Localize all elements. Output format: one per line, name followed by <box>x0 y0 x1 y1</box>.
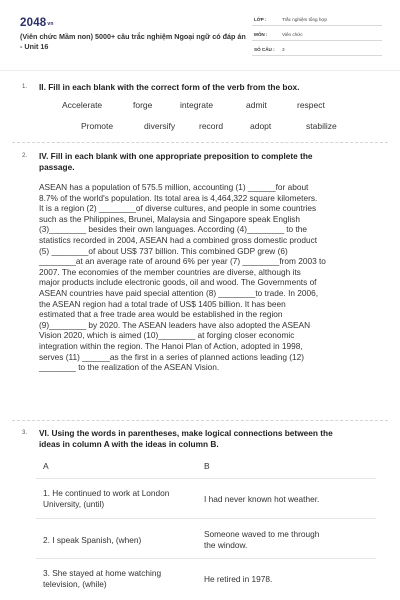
passage-line: ________ to the realization of the ASEAN Vision. <box>39 362 220 373</box>
cell-line: 3. She stayed at home watching <box>43 568 162 578</box>
question-number: 1. <box>22 84 28 90</box>
meta-value-subject: Viên chức <box>282 32 303 37</box>
word-box-item: admit <box>246 100 267 110</box>
table-cell-b <box>204 494 319 505</box>
header-divider <box>0 70 400 71</box>
word-box-item: stabilize <box>306 121 337 131</box>
passage-line: (9)________ by 2020. The ASEAN leaders have also adopted the ASEAN <box>39 319 311 330</box>
table-divider <box>36 518 376 519</box>
passage-line: ________at an average rate of around 6% per year (7) ________from 2003 to <box>39 256 326 267</box>
table-cell-b <box>204 529 319 551</box>
passage-line: serves (11) ______as the first in a series of planned actions leading (12) <box>39 351 305 362</box>
passage-line: 8.7% of the world's population. Its total area is 4,464,322 square kilometers. <box>39 192 318 203</box>
passage-line: It is a region (2) ________of diverse cultures, and people in some countries <box>39 203 317 214</box>
meta-label-class: LỚP : <box>254 17 267 22</box>
passage-line: statistics recorded in 2004, ASEAN had a combined gross domestic product <box>39 234 318 245</box>
meta-divider <box>252 55 382 56</box>
word-box-item: integrate <box>180 100 214 110</box>
document-title: (Viên chức Mầm non) 5000+ câu trắc nghiệm Ngoại ngữ có đáp án - Unit 16 <box>20 32 246 51</box>
passage <box>39 182 391 373</box>
column-a-header: A <box>43 461 49 471</box>
question-number: 2. <box>22 153 28 159</box>
question-title-line: passage. <box>39 162 75 172</box>
meta-divider <box>252 25 382 26</box>
page-header <box>0 0 400 62</box>
passage-line: (3)________ besides their own languages. According (4)________ to the <box>39 224 307 235</box>
question-number: 3. <box>22 430 28 436</box>
meta-label-subject: MÔN : <box>254 32 268 37</box>
passage-line: ASEAN has a population of 575.5 million, accounting (1) ______for about <box>39 182 309 192</box>
meta-value-class: Trắc nghiệm tổng hợp <box>282 17 327 22</box>
word-box-item: Promote <box>81 121 114 131</box>
question-title-line: VI. Using the words in parentheses, make logical connections between the <box>39 428 333 438</box>
passage-line: major products include electronic goods, oil and wood. The Governments of <box>39 277 317 288</box>
passage-line: the ASEAN region had a total trade of US$ 1405 billion. It has been <box>39 298 286 309</box>
word-box-item: record <box>199 121 224 131</box>
cell-line: 2. I speak Spanish, (when) <box>43 535 142 545</box>
question-title-line: ideas in column A with the ideas in column B. <box>39 439 219 449</box>
passage-line: ASEAN countries have paid special attention (8) ________to trade. In 2006, <box>39 287 319 298</box>
table-divider <box>36 478 376 479</box>
table-cell-a <box>43 568 161 590</box>
question-title: II. Fill in each blank with the correct form of the verb from the box. <box>39 82 300 92</box>
question-title-line: IV. Fill in each blank with one appropriate preposition to complete the <box>39 151 313 161</box>
passage-line: such as the Philippines, Brunei, Malaysia and Singapore speak English <box>39 213 301 224</box>
table-cell-b <box>204 574 272 585</box>
table-cell-a <box>43 488 169 510</box>
cell-line: television, (while) <box>43 579 107 589</box>
logo-suffix: vn <box>47 21 54 27</box>
passage-line: Vision 2020, which is aimed (10)________ at forging closer economic <box>39 330 295 341</box>
table-divider <box>36 558 376 559</box>
meta-label-count: SỐ CÂU : <box>254 47 275 52</box>
section-divider <box>12 142 388 143</box>
word-box-item: Accelerate <box>62 100 103 110</box>
passage-line: integration within the region. The Hanoi Plan of Action, adopted in 1998, <box>39 340 303 351</box>
word-box-item: adopt <box>250 121 272 131</box>
cell-line: I had never known hot weather. <box>204 494 320 504</box>
passage-line: 2007. The economies of the member countries are diverse, although its <box>39 266 301 277</box>
question-title <box>39 428 333 450</box>
cell-line: the window. <box>204 540 248 550</box>
cell-line: University, (until) <box>43 499 105 509</box>
word-box-item: respect <box>297 100 325 110</box>
word-box-item: forge <box>133 100 153 110</box>
table-cell-a <box>43 535 141 546</box>
cell-line: 1. He continued to work at London <box>43 488 170 498</box>
passage-line: (5) ________of about US$ 737 billion. This combined GDP grew (6) <box>39 245 288 256</box>
section-divider <box>12 420 388 421</box>
question-title <box>39 151 313 173</box>
site-logo[interactable] <box>20 17 54 29</box>
cell-line: Someone waved to me through <box>204 529 320 539</box>
column-b-header: B <box>204 461 210 471</box>
meta-value-count: 3 <box>282 47 285 52</box>
meta-divider <box>252 40 382 41</box>
cell-line: He retired in 1978. <box>204 574 273 584</box>
word-box-item: diversify <box>144 121 176 131</box>
passage-line: estimated that a free trade area would be established in the region <box>39 309 283 320</box>
logo-text: 2048 <box>20 17 47 29</box>
